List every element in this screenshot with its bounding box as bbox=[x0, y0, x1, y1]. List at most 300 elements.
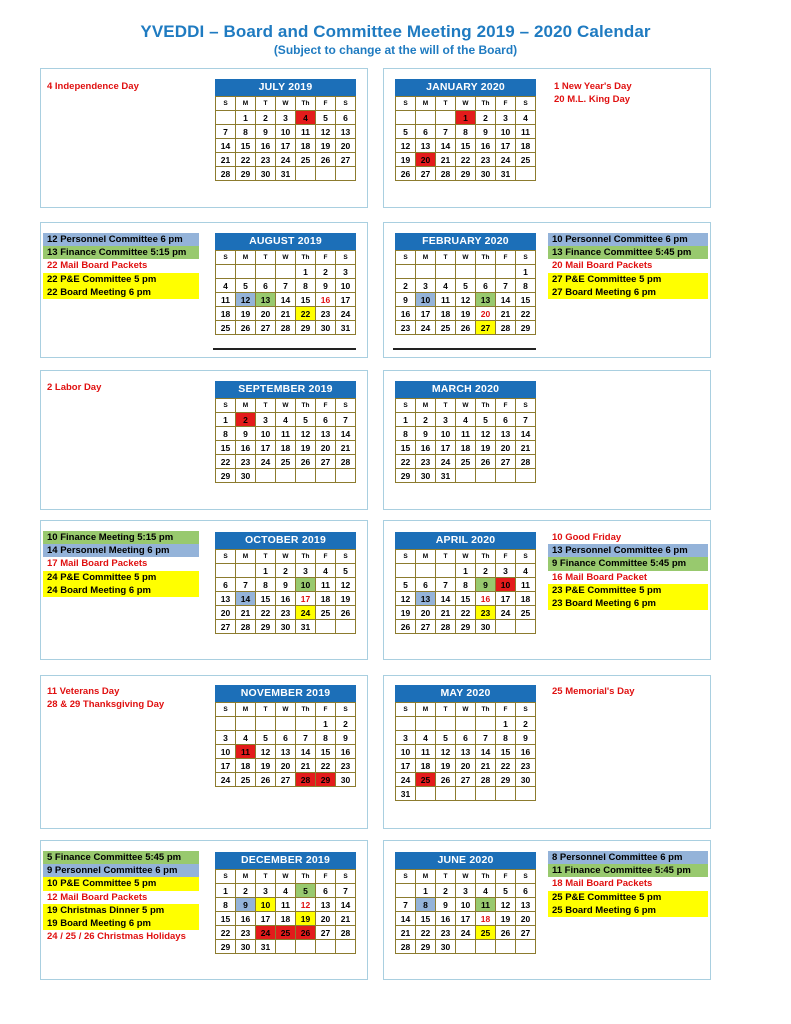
day-cell: 4 bbox=[276, 413, 296, 427]
day-cell: 15 bbox=[516, 293, 536, 307]
calendar-april-2020 bbox=[395, 532, 536, 634]
weekday-label: F bbox=[496, 703, 516, 717]
day-cell: 20 bbox=[256, 307, 276, 321]
weekday-label: Th bbox=[296, 251, 316, 265]
day-cell: 23 bbox=[276, 606, 296, 620]
day-cell: 22 bbox=[296, 307, 316, 321]
day-cell: 4 bbox=[436, 279, 456, 293]
day-cell: 29 bbox=[416, 940, 436, 954]
day-cell: 23 bbox=[236, 455, 256, 469]
day-cell: 3 bbox=[336, 265, 356, 279]
day-cell: 9 bbox=[396, 293, 416, 307]
empty-cell bbox=[396, 717, 416, 731]
day-cell: 17 bbox=[456, 912, 476, 926]
day-cell: 15 bbox=[496, 745, 516, 759]
day-cell: 23 bbox=[476, 606, 496, 620]
day-cell: 28 bbox=[476, 773, 496, 787]
day-cell: 28 bbox=[336, 455, 356, 469]
day-cell: 1 bbox=[456, 564, 476, 578]
day-cell: 14 bbox=[476, 745, 496, 759]
day-cell: 25 bbox=[456, 455, 476, 469]
day-cell: 27 bbox=[316, 926, 336, 940]
weekday-label: S bbox=[516, 97, 536, 111]
calendar-july-2019 bbox=[215, 79, 356, 181]
day-cell: 7 bbox=[296, 731, 316, 745]
day-cell: 30 bbox=[276, 620, 296, 634]
day-cell: 28 bbox=[216, 167, 236, 181]
empty-cell bbox=[316, 620, 336, 634]
weekday-label: M bbox=[416, 97, 436, 111]
day-cell: 25 bbox=[216, 321, 236, 335]
day-cell: 2 bbox=[436, 884, 456, 898]
day-cell: 3 bbox=[256, 884, 276, 898]
day-cell: 13 bbox=[216, 592, 236, 606]
day-cell: 16 bbox=[476, 592, 496, 606]
day-cell: 19 bbox=[476, 441, 496, 455]
day-cell: 14 bbox=[296, 745, 316, 759]
day-cell: 16 bbox=[416, 441, 436, 455]
day-cell: 17 bbox=[436, 441, 456, 455]
day-cell: 16 bbox=[256, 139, 276, 153]
weekday-label: W bbox=[276, 703, 296, 717]
day-cell: 5 bbox=[496, 884, 516, 898]
empty-cell bbox=[436, 265, 456, 279]
day-cell: 5 bbox=[256, 731, 276, 745]
weekday-label: F bbox=[496, 97, 516, 111]
month-header: JUNE 2020 bbox=[395, 852, 536, 869]
day-cell: 1 bbox=[416, 884, 436, 898]
event-item: 13 Finance Committee 5:45 pm bbox=[548, 246, 708, 259]
day-cell: 6 bbox=[456, 731, 476, 745]
event-item: 25 Memorial's Day bbox=[552, 686, 635, 697]
empty-cell bbox=[396, 884, 416, 898]
day-cell: 9 bbox=[516, 731, 536, 745]
day-cell: 17 bbox=[416, 307, 436, 321]
day-cell: 20 bbox=[316, 441, 336, 455]
event-item: 27 Board Meeting 6 pm bbox=[548, 286, 708, 299]
weekday-label: Th bbox=[476, 870, 496, 884]
month-header: SEPTEMBER 2019 bbox=[215, 381, 356, 398]
day-cell: 9 bbox=[476, 578, 496, 592]
weekday-label: S bbox=[216, 399, 236, 413]
day-cell: 29 bbox=[296, 321, 316, 335]
weekday-label: T bbox=[436, 550, 456, 564]
weekday-label: S bbox=[396, 870, 416, 884]
empty-cell bbox=[416, 787, 436, 801]
empty-cell bbox=[436, 787, 456, 801]
day-cell: 22 bbox=[256, 606, 276, 620]
event-item: 24 / 25 / 26 Christmas Holidays bbox=[47, 931, 186, 943]
day-cell: 3 bbox=[496, 111, 516, 125]
day-cell: 13 bbox=[316, 427, 336, 441]
day-cell: 2 bbox=[396, 279, 416, 293]
day-cell: 15 bbox=[416, 912, 436, 926]
day-cell: 11 bbox=[276, 898, 296, 912]
day-cell: 25 bbox=[416, 773, 436, 787]
weekday-label: S bbox=[516, 703, 536, 717]
day-cell: 23 bbox=[476, 153, 496, 167]
day-cell: 5 bbox=[476, 413, 496, 427]
day-cell: 26 bbox=[436, 773, 456, 787]
day-cell: 26 bbox=[296, 926, 316, 940]
day-cell: 12 bbox=[436, 745, 456, 759]
day-cell: 3 bbox=[216, 731, 236, 745]
day-cell: 17 bbox=[296, 592, 316, 606]
day-cell: 22 bbox=[416, 926, 436, 940]
day-cell: 6 bbox=[496, 413, 516, 427]
day-cell: 11 bbox=[476, 898, 496, 912]
day-cell: 26 bbox=[456, 321, 476, 335]
weekday-label: F bbox=[496, 870, 516, 884]
weekday-label: M bbox=[416, 399, 436, 413]
day-cell: 17 bbox=[276, 139, 296, 153]
empty-cell bbox=[496, 940, 516, 954]
day-cell: 7 bbox=[216, 125, 236, 139]
day-cell: 30 bbox=[436, 940, 456, 954]
weekday-label: S bbox=[336, 399, 356, 413]
empty-cell bbox=[216, 111, 236, 125]
empty-cell bbox=[456, 717, 476, 731]
day-cell: 7 bbox=[436, 125, 456, 139]
weekday-label: S bbox=[396, 550, 416, 564]
day-cell: 29 bbox=[396, 469, 416, 483]
empty-cell bbox=[456, 787, 476, 801]
day-cell: 20 bbox=[496, 441, 516, 455]
weekday-label: S bbox=[216, 703, 236, 717]
day-cell: 21 bbox=[276, 307, 296, 321]
weekday-label: M bbox=[416, 703, 436, 717]
empty-cell bbox=[276, 469, 296, 483]
day-cell: 21 bbox=[516, 441, 536, 455]
day-cell: 23 bbox=[396, 321, 416, 335]
events-december-2019 bbox=[43, 851, 199, 943]
empty-cell bbox=[336, 620, 356, 634]
day-cell: 5 bbox=[436, 731, 456, 745]
day-cell: 9 bbox=[236, 427, 256, 441]
event-item: 19 Board Meeting 6 pm bbox=[43, 917, 199, 930]
day-cell: 13 bbox=[316, 898, 336, 912]
day-cell: 11 bbox=[416, 745, 436, 759]
day-cell: 18 bbox=[456, 441, 476, 455]
calendar-february-2020 bbox=[395, 233, 536, 335]
day-cell: 13 bbox=[336, 125, 356, 139]
empty-cell bbox=[496, 787, 516, 801]
month-header: MARCH 2020 bbox=[395, 381, 536, 398]
day-cell: 25 bbox=[316, 606, 336, 620]
day-cell: 13 bbox=[416, 592, 436, 606]
day-cell: 29 bbox=[256, 620, 276, 634]
day-cell: 20 bbox=[416, 606, 436, 620]
weekday-label: M bbox=[416, 550, 436, 564]
day-cell: 18 bbox=[276, 912, 296, 926]
day-cell: 23 bbox=[336, 759, 356, 773]
day-cell: 10 bbox=[436, 427, 456, 441]
day-cell: 12 bbox=[296, 898, 316, 912]
day-cell: 22 bbox=[456, 153, 476, 167]
weekday-label: T bbox=[256, 870, 276, 884]
day-cell: 7 bbox=[236, 578, 256, 592]
day-cell: 28 bbox=[276, 321, 296, 335]
day-cell: 22 bbox=[316, 759, 336, 773]
day-cell: 28 bbox=[516, 455, 536, 469]
weekday-label: S bbox=[336, 870, 356, 884]
month-header: MAY 2020 bbox=[395, 685, 536, 702]
day-cell: 24 bbox=[336, 307, 356, 321]
day-cell: 9 bbox=[316, 279, 336, 293]
day-cell: 10 bbox=[276, 125, 296, 139]
day-cell: 19 bbox=[396, 606, 416, 620]
event-item: 11 Finance Committee 5:45 pm bbox=[548, 864, 708, 877]
day-cell: 4 bbox=[296, 111, 316, 125]
day-cell: 1 bbox=[396, 413, 416, 427]
empty-cell bbox=[296, 167, 316, 181]
day-cell: 2 bbox=[516, 717, 536, 731]
events-october-2019 bbox=[43, 531, 199, 597]
day-cell: 13 bbox=[256, 293, 276, 307]
day-cell: 8 bbox=[456, 125, 476, 139]
events-november-2019 bbox=[43, 685, 203, 711]
day-cell: 19 bbox=[436, 759, 456, 773]
event-item: 18 Mail Board Packets bbox=[552, 878, 653, 890]
day-cell: 28 bbox=[236, 620, 256, 634]
day-cell: 15 bbox=[396, 441, 416, 455]
day-cell: 28 bbox=[296, 773, 316, 787]
event-item: 27 P&E Committee 5 pm bbox=[548, 273, 708, 286]
day-cell: 13 bbox=[276, 745, 296, 759]
empty-cell bbox=[476, 469, 496, 483]
weekday-label: T bbox=[256, 703, 276, 717]
day-cell: 21 bbox=[476, 759, 496, 773]
day-cell: 27 bbox=[516, 926, 536, 940]
day-cell: 19 bbox=[296, 912, 316, 926]
day-cell: 2 bbox=[256, 111, 276, 125]
weekday-label: F bbox=[316, 251, 336, 265]
day-cell: 7 bbox=[516, 413, 536, 427]
day-cell: 22 bbox=[496, 759, 516, 773]
day-cell: 1 bbox=[296, 265, 316, 279]
weekday-label: T bbox=[436, 97, 456, 111]
day-cell: 11 bbox=[216, 293, 236, 307]
weekday-label: W bbox=[276, 97, 296, 111]
weekday-label: T bbox=[436, 870, 456, 884]
day-cell: 3 bbox=[296, 564, 316, 578]
weekday-label: S bbox=[516, 251, 536, 265]
day-cell: 5 bbox=[336, 564, 356, 578]
events-july-2019 bbox=[43, 80, 193, 93]
day-cell: 31 bbox=[296, 620, 316, 634]
day-cell: 9 bbox=[256, 125, 276, 139]
day-cell: 6 bbox=[476, 279, 496, 293]
day-cell: 26 bbox=[256, 773, 276, 787]
day-cell: 20 bbox=[316, 912, 336, 926]
day-cell: 2 bbox=[276, 564, 296, 578]
calendar-august-2019 bbox=[215, 233, 356, 335]
day-cell: 15 bbox=[456, 139, 476, 153]
empty-cell bbox=[336, 167, 356, 181]
month-header: OCTOBER 2019 bbox=[215, 532, 356, 549]
day-cell: 5 bbox=[396, 125, 416, 139]
weekday-label: S bbox=[216, 251, 236, 265]
day-cell: 5 bbox=[296, 413, 316, 427]
day-cell: 31 bbox=[436, 469, 456, 483]
day-cell: 29 bbox=[316, 773, 336, 787]
day-cell: 24 bbox=[496, 606, 516, 620]
events-february-2020 bbox=[548, 233, 708, 299]
day-cell: 25 bbox=[516, 153, 536, 167]
day-cell: 20 bbox=[216, 606, 236, 620]
weekday-label: S bbox=[396, 703, 416, 717]
day-cell: 10 bbox=[256, 898, 276, 912]
day-cell: 29 bbox=[236, 167, 256, 181]
month-header: JULY 2019 bbox=[215, 79, 356, 96]
day-cell: 21 bbox=[336, 441, 356, 455]
day-cell: 11 bbox=[436, 293, 456, 307]
day-cell: 7 bbox=[336, 884, 356, 898]
day-cell: 2 bbox=[416, 413, 436, 427]
day-cell: 4 bbox=[216, 279, 236, 293]
day-cell: 29 bbox=[516, 321, 536, 335]
empty-cell bbox=[516, 620, 536, 634]
day-cell: 14 bbox=[496, 293, 516, 307]
day-cell: 1 bbox=[216, 413, 236, 427]
month-header: FEBRUARY 2020 bbox=[395, 233, 536, 250]
weekday-label: Th bbox=[476, 703, 496, 717]
day-cell: 29 bbox=[216, 469, 236, 483]
day-cell: 18 bbox=[436, 307, 456, 321]
day-cell: 10 bbox=[336, 279, 356, 293]
page-subtitle: (Subject to change at the will of the Board) bbox=[273, 43, 518, 57]
day-cell: 15 bbox=[316, 745, 336, 759]
day-cell: 14 bbox=[336, 427, 356, 441]
weekday-label: S bbox=[216, 97, 236, 111]
empty-cell bbox=[236, 564, 256, 578]
day-cell: 17 bbox=[336, 293, 356, 307]
day-cell: 24 bbox=[216, 773, 236, 787]
event-item: 22 Mail Board Packets bbox=[47, 260, 148, 272]
day-cell: 14 bbox=[396, 912, 416, 926]
day-cell: 15 bbox=[216, 912, 236, 926]
empty-cell bbox=[216, 717, 236, 731]
day-cell: 17 bbox=[396, 759, 416, 773]
weekday-label: F bbox=[316, 399, 336, 413]
day-cell: 9 bbox=[276, 578, 296, 592]
weekday-label: M bbox=[416, 870, 436, 884]
empty-cell bbox=[516, 787, 536, 801]
weekday-label: T bbox=[256, 399, 276, 413]
day-cell: 10 bbox=[496, 578, 516, 592]
empty-cell bbox=[296, 940, 316, 954]
day-cell: 21 bbox=[436, 606, 456, 620]
weekday-label: M bbox=[236, 97, 256, 111]
empty-cell bbox=[236, 265, 256, 279]
day-cell: 29 bbox=[456, 620, 476, 634]
day-cell: 1 bbox=[236, 111, 256, 125]
day-cell: 8 bbox=[256, 578, 276, 592]
day-cell: 5 bbox=[316, 111, 336, 125]
weekday-label: S bbox=[336, 703, 356, 717]
day-cell: 4 bbox=[476, 884, 496, 898]
day-cell: 7 bbox=[396, 898, 416, 912]
empty-cell bbox=[276, 717, 296, 731]
weekday-label: Th bbox=[476, 550, 496, 564]
empty-cell bbox=[416, 717, 436, 731]
event-item: 10 Personnel Committee 6 pm bbox=[548, 233, 708, 246]
weekday-label: Th bbox=[296, 97, 316, 111]
weekday-label: Th bbox=[476, 399, 496, 413]
day-cell: 27 bbox=[216, 620, 236, 634]
event-item: 25 P&E Committee 5 pm bbox=[548, 891, 708, 904]
weekday-label: M bbox=[416, 251, 436, 265]
event-item: 17 Mail Board Packets bbox=[47, 558, 148, 570]
day-cell: 6 bbox=[416, 125, 436, 139]
weekday-label: S bbox=[336, 97, 356, 111]
weekday-label: Th bbox=[476, 97, 496, 111]
day-cell: 15 bbox=[296, 293, 316, 307]
weekday-label: T bbox=[436, 251, 456, 265]
day-cell: 9 bbox=[436, 898, 456, 912]
weekday-label: M bbox=[236, 251, 256, 265]
day-cell: 30 bbox=[236, 940, 256, 954]
weekday-label: M bbox=[236, 870, 256, 884]
day-cell: 21 bbox=[216, 153, 236, 167]
day-cell: 9 bbox=[236, 898, 256, 912]
day-cell: 24 bbox=[456, 926, 476, 940]
weekday-label: Th bbox=[296, 870, 316, 884]
day-cell: 30 bbox=[336, 773, 356, 787]
empty-cell bbox=[316, 469, 336, 483]
day-cell: 19 bbox=[296, 441, 316, 455]
month-header: JANUARY 2020 bbox=[395, 79, 536, 96]
day-cell: 30 bbox=[316, 321, 336, 335]
day-cell: 31 bbox=[336, 321, 356, 335]
event-item: 2 Labor Day bbox=[47, 382, 102, 393]
calendar-october-2019 bbox=[215, 532, 356, 634]
day-cell: 13 bbox=[516, 898, 536, 912]
event-item: 20 Mail Board Packets bbox=[552, 260, 653, 272]
day-cell: 1 bbox=[456, 111, 476, 125]
day-cell: 27 bbox=[456, 773, 476, 787]
day-cell: 12 bbox=[396, 139, 416, 153]
weekday-label: F bbox=[496, 399, 516, 413]
day-cell: 21 bbox=[436, 153, 456, 167]
day-cell: 16 bbox=[276, 592, 296, 606]
day-cell: 14 bbox=[216, 139, 236, 153]
day-cell: 7 bbox=[496, 279, 516, 293]
day-cell: 5 bbox=[396, 578, 416, 592]
event-item: 20 M.L. King Day bbox=[554, 94, 631, 106]
day-cell: 26 bbox=[296, 455, 316, 469]
calendar-june-2020 bbox=[395, 852, 536, 954]
day-cell: 23 bbox=[516, 759, 536, 773]
weekday-label: Th bbox=[296, 703, 316, 717]
day-cell: 11 bbox=[296, 125, 316, 139]
day-cell: 3 bbox=[496, 564, 516, 578]
weekday-label: W bbox=[456, 870, 476, 884]
day-cell: 17 bbox=[216, 759, 236, 773]
weekday-label: S bbox=[516, 870, 536, 884]
weekday-label: F bbox=[316, 703, 336, 717]
day-cell: 15 bbox=[216, 441, 236, 455]
weekday-label: W bbox=[456, 550, 476, 564]
page-title: YVEDDI – Board and Committee Meeting 2019 – 2020 Calendar bbox=[140, 22, 651, 41]
day-cell: 3 bbox=[276, 111, 296, 125]
day-cell: 23 bbox=[416, 455, 436, 469]
calendar-march-2020 bbox=[395, 381, 536, 483]
day-cell: 11 bbox=[516, 578, 536, 592]
day-cell: 28 bbox=[436, 167, 456, 181]
empty-cell bbox=[496, 265, 516, 279]
divider-line bbox=[393, 348, 536, 350]
